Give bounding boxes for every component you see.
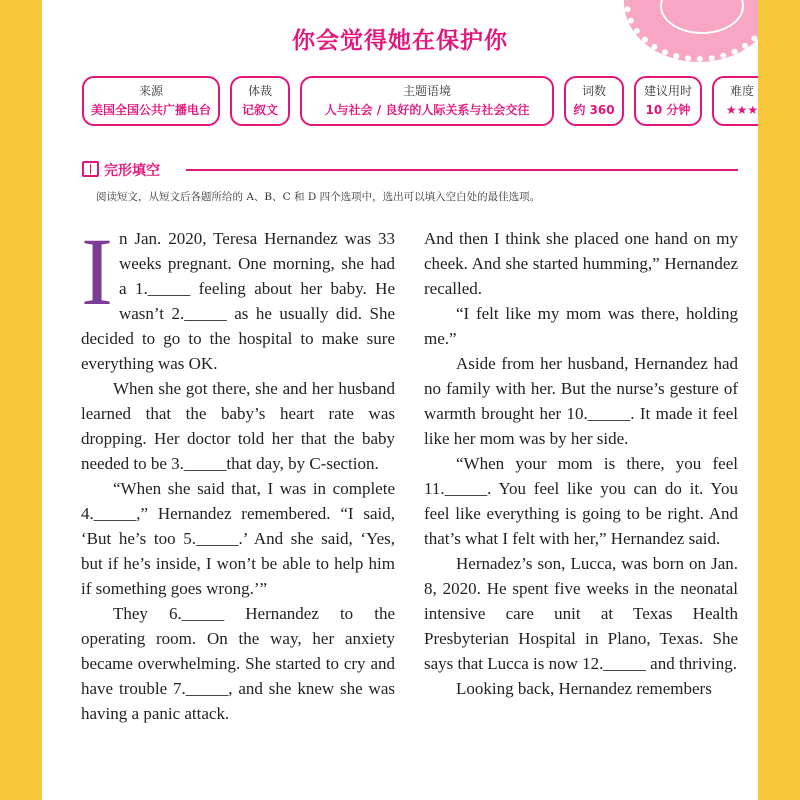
section-title: 完形填空: [104, 163, 160, 179]
info-box-genre: [230, 76, 290, 126]
article-paragraph: “I felt like my mom was there, holding me.”: [424, 304, 738, 348]
article-paragraph: Aside from her husband, Hernandez had no family with her. But the nurse’s gesture of warmth brought her 10._____. It made it feel like her mom was by her side.: [424, 354, 738, 448]
info-box-time: [634, 76, 702, 126]
info-label: 来源: [138, 84, 163, 98]
info-label: 建议用时: [643, 84, 692, 98]
article-paragraph: Hernadez’s son, Lucca, was born on Jan. 8, 2020. He spent five weeks in the neonatal intensive care unit at Texas Health Presbyterian Hospital in Plano, Texas. She says that Lucca is now 12._____ and thriving.: [424, 554, 738, 673]
info-box-source: [82, 76, 220, 126]
article-paragraph: They 6._____ Hernandez to the operating room. On the way, her anxiety became overwhelming. She started to cry and have trouble 7._____, and she knew she was having a panic attack.: [81, 604, 395, 723]
article-paragraph: And then I think she placed one hand on my cheek. And she started humming,” Hernandez recalled.: [424, 229, 738, 298]
info-label: 体裁: [247, 84, 272, 98]
info-value: 人与社会 / 良好的人际关系与社会交往: [324, 103, 530, 117]
info-value: 约 360: [573, 103, 615, 117]
section-header: [82, 161, 738, 181]
page: [42, 0, 758, 800]
article-paragraph: When she got there, she and her husband learned that the baby’s heart rate was dropping. Her doctor told her that the baby needed to be 3._____that day, by C-section.: [81, 379, 395, 473]
info-value: 美国全国公共广播电台: [90, 103, 211, 117]
info-box-difficulty: [712, 76, 758, 126]
page-title: 你会觉得她在保护你: [292, 28, 508, 54]
article-paragraph: n Jan. 2020, Teresa Hernandez was 33 weeks pregnant. One morning, she had a 1._____ feeling about her baby. He wasn’t 2._____ as he usually did. She decided to go to the hospital to make sure everything was OK.: [81, 229, 395, 373]
section-divider: [186, 169, 738, 171]
info-label: 难度: [729, 84, 754, 98]
instruction-text: 阅读短文，从短文后各题所给的 A、B、C 和 D 四个选项中，选出可以填入空白处的最佳选项。: [96, 191, 541, 203]
book-icon: [82, 161, 99, 177]
drop-cap: I: [81, 218, 113, 325]
article-column-right: [424, 226, 738, 701]
article-paragraph: Looking back, Hernandez remembers: [456, 679, 712, 698]
difficulty-stars: ★★★: [725, 103, 758, 117]
info-value: 记叙文: [241, 103, 278, 117]
info-box-theme: [300, 76, 554, 126]
info-box-word-count: [564, 76, 624, 126]
article-paragraph: “When your mom is there, you feel 11._____. You feel like you can do it. You feel like everything is going to be right. And that’s what I felt with her,” Hernandez said.: [424, 454, 738, 548]
article-paragraph: “When she said that, I was in complete 4._____,” Hernandez remembered. “I said, ‘But he’s too 5._____.’ And she said, ‘Yes, but if he’s inside, I won’t be able to help him if something goes wrong.’”: [81, 479, 395, 598]
article-column-left: [81, 218, 395, 726]
info-value: 10 分钟: [645, 103, 691, 117]
info-label: 词数: [581, 84, 606, 98]
info-label: 主题语境: [402, 84, 451, 98]
